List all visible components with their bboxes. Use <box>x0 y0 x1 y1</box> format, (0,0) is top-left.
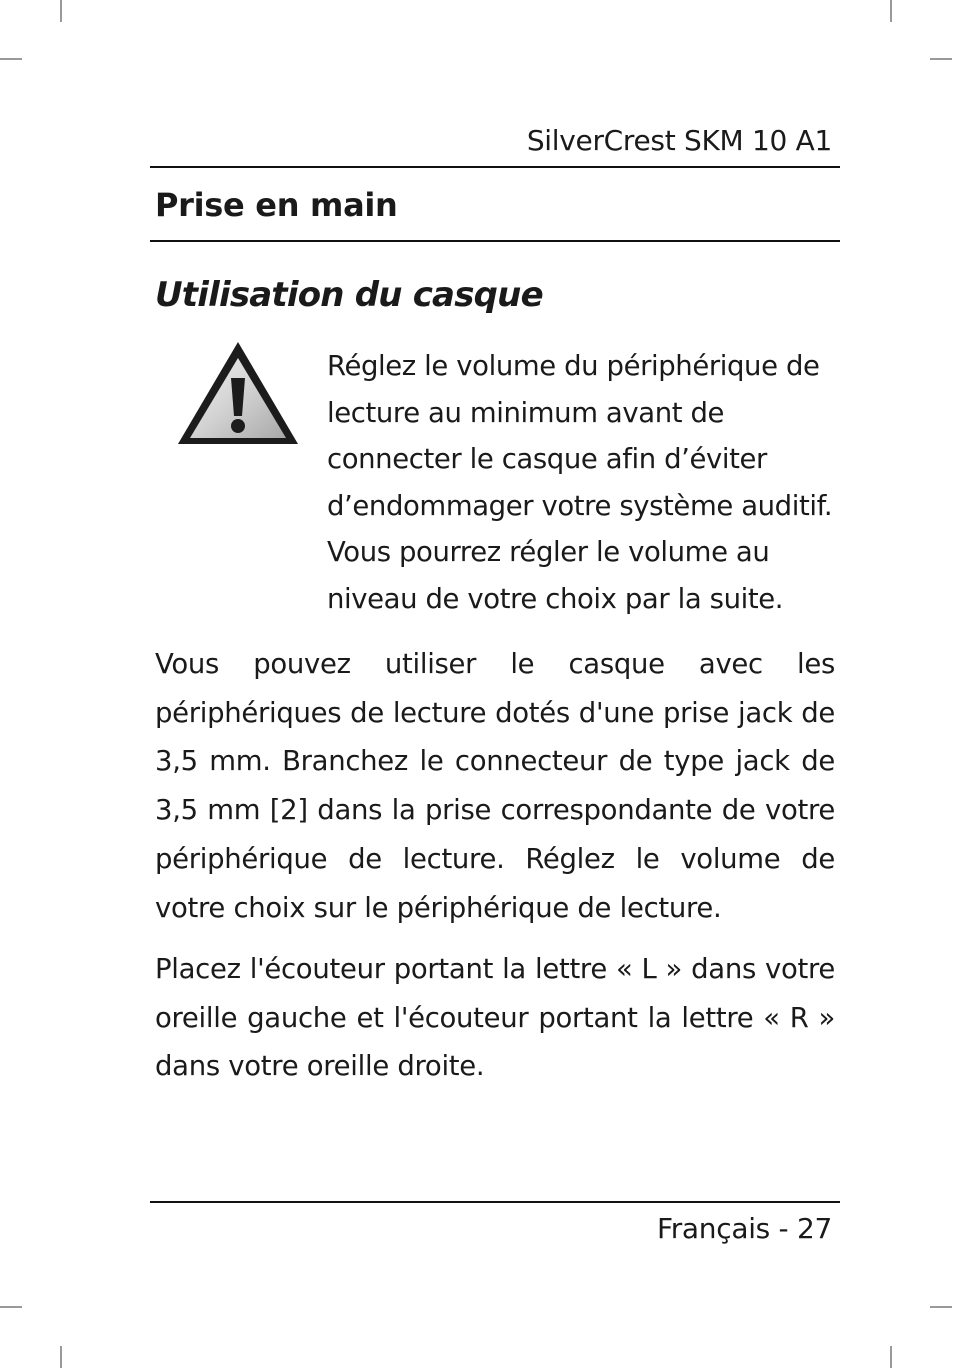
header-rule <box>150 166 840 168</box>
footer-page-label: Français - 27 <box>656 1212 832 1245</box>
warning-triangle-icon <box>176 340 300 448</box>
crop-mark-bottom-left <box>60 1346 62 1368</box>
crop-mark-top-right <box>930 58 952 60</box>
crop-mark-bottom-right <box>930 1306 952 1308</box>
warning-text: Réglez le volume du périphérique de lecture au minimum avant de connecter le casque afin d’éviter d’endommager votre système auditif. Vous pourrez régler le volume au niveau de votre choix par la suite. <box>327 350 833 615</box>
section-rule <box>150 240 840 242</box>
body-paragraph-2: Placez l'écouteur portant la lettre « L » dans votre oreille gauche et l'écouteur portant la lettre « R » dans votre oreille droite. <box>155 953 835 1083</box>
section-title: Prise en main <box>155 186 398 224</box>
crop-mark-top-right <box>890 0 892 22</box>
crop-mark-top-left <box>60 0 62 22</box>
header-product-name: SilverCrest SKM 10 A1 <box>526 124 832 157</box>
crop-mark-bottom-left <box>0 1306 22 1308</box>
footer-rule <box>150 1201 840 1203</box>
body-paragraph-1: Vous pouvez utiliser le casque avec les périphériques de lecture dotés d'une prise jack de 3,5 mm. Branchez le connecteur de type jack de 3,5 mm [2] dans la prise correspondante de votre périphérique de lecture. Réglez le volume de votre choix sur le périphérique de lecture. <box>155 648 835 924</box>
crop-mark-bottom-right <box>890 1346 892 1368</box>
subsection-title: Utilisation du casque <box>155 275 543 315</box>
crop-mark-top-left <box>0 58 22 60</box>
